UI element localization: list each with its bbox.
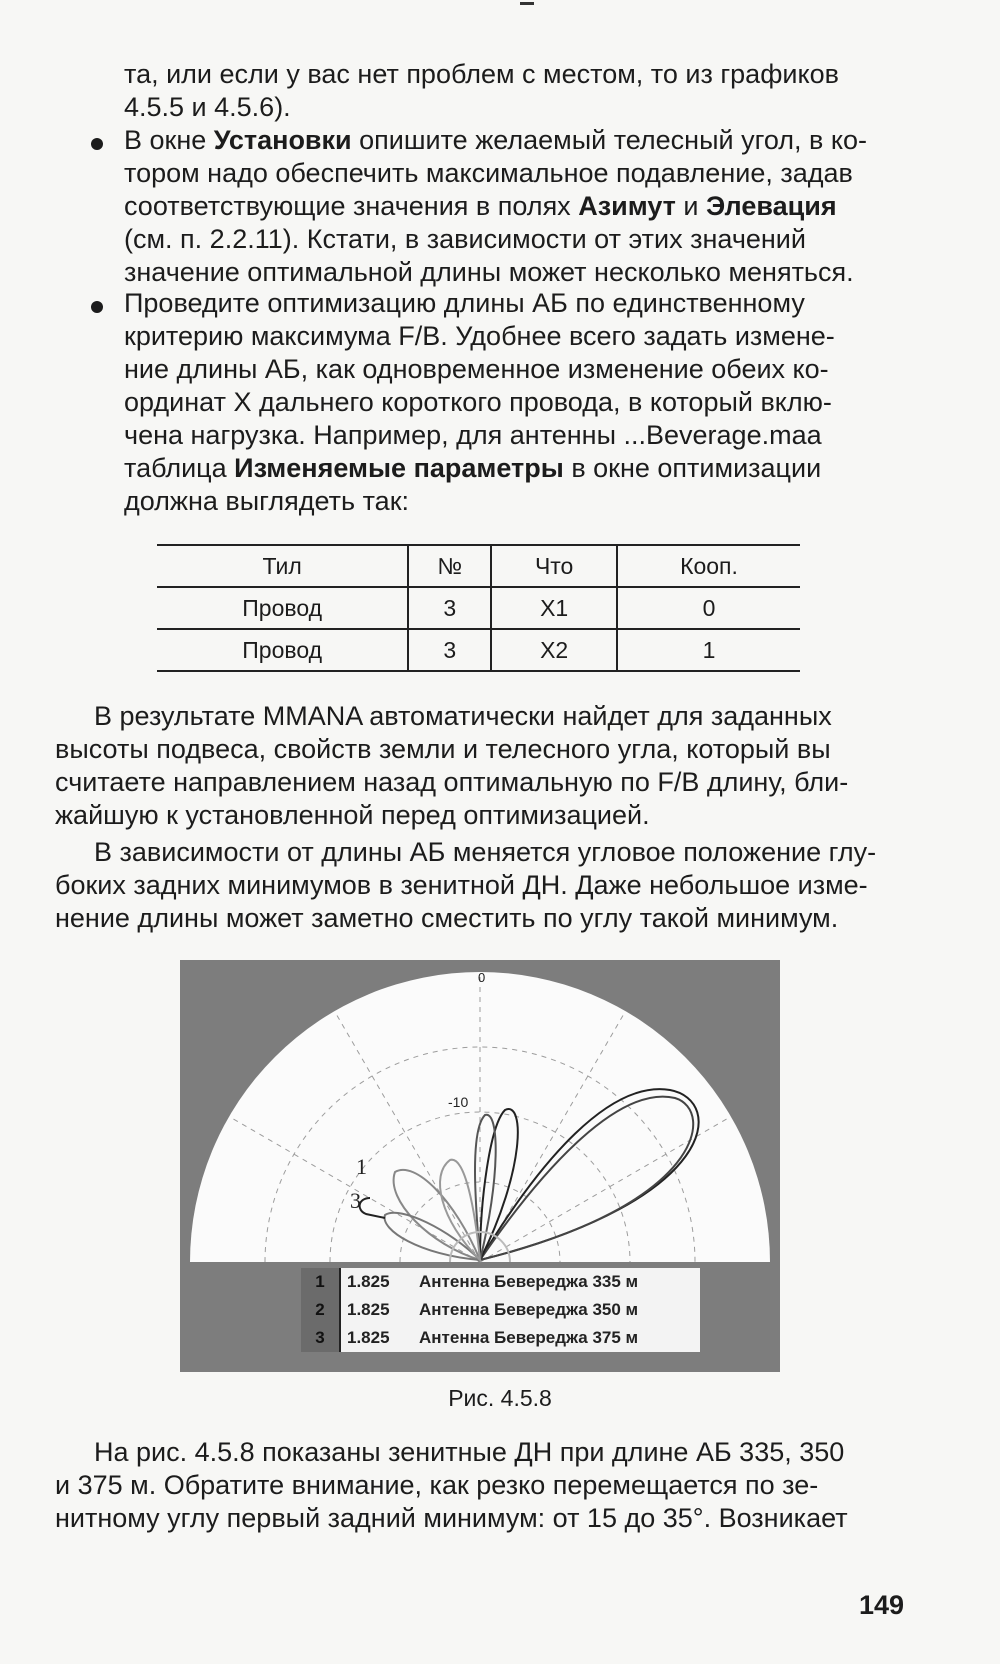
- page-number: 149: [858, 1590, 904, 1620]
- text-line: таблица Изменяемые параметры в окне оптимизации: [124, 453, 822, 483]
- legend-row: [301, 1324, 700, 1352]
- table-header-row: [157, 545, 800, 587]
- table-cell: 0: [617, 587, 800, 629]
- text-line: значение оптимальной длины может несколько меняться.: [124, 257, 854, 287]
- legend-name: Антенна Бевереджа 375 м: [413, 1324, 700, 1352]
- text-line: и 375 м. Обратите внимание, как резко перемещается по зе-: [55, 1470, 819, 1500]
- table-cell: Провод: [242, 636, 323, 663]
- column-header-type: Тил: [157, 545, 408, 587]
- text-line: На рис. 4.5.8 показаны зенитные ДН при длине АБ 335, 350: [94, 1437, 845, 1467]
- table-cell: Провод: [242, 594, 323, 621]
- bullet-paragraph-settings: [124, 124, 867, 289]
- top-paragraph: [124, 58, 852, 124]
- text-line: нение длины может заметно сместить по углу такой минимум.: [55, 903, 839, 933]
- bullet-icon: [91, 301, 103, 313]
- figure-caption: Рис. 4.5.8: [448, 1385, 552, 1411]
- text-line: соответствующие значения в полях Азимут и Элевация: [124, 191, 837, 221]
- text-line: ординат X дальнего короткого провода, в который вклю-: [124, 387, 832, 417]
- term-azimuth: Азимут: [578, 191, 676, 221]
- text-line: В результате MMANA автоматически найдет для заданных: [94, 701, 832, 731]
- figure-legend: [301, 1268, 700, 1352]
- text-line: тором надо обеспечить максимальное подавление, задав: [124, 158, 853, 188]
- table-cell: 3: [408, 587, 491, 629]
- zenith-label: 0: [478, 970, 486, 985]
- text-line: 4.5.5 и 4.5.6).: [124, 92, 291, 122]
- text-line: Проведите оптимизацию длины АБ по единственному: [124, 288, 805, 318]
- table-cell: 3: [408, 629, 491, 671]
- result-paragraph: [55, 700, 852, 832]
- table-cell: 1: [617, 629, 800, 671]
- table-row: [157, 629, 800, 671]
- zenith-pattern-figure: [180, 960, 780, 1372]
- text-line: боких задних минимумов в зенитной ДН. Даже небольшое изме-: [55, 870, 868, 900]
- text-line: та, или если у вас нет проблем с местом, то из графиков: [124, 59, 839, 89]
- legend-number: 2: [301, 1296, 340, 1324]
- text-line: считаете направлением назад оптимальную по F/B длину, бли-: [55, 767, 849, 797]
- term-settings: Установки: [213, 125, 352, 155]
- text-line: нитному углу первый задний минимум: от 15 до 35°. Возникает: [55, 1503, 848, 1533]
- table-cell: X2: [491, 629, 617, 671]
- column-header-number: №: [408, 545, 491, 587]
- legend-row: [301, 1296, 700, 1324]
- legend-value: 1.825: [340, 1296, 413, 1324]
- text-line: должна выглядеть так:: [124, 486, 410, 516]
- text-line: ние длины АБ, как одновременное изменение обеих ко-: [124, 354, 829, 384]
- term-variable-params: Изменяемые параметры: [234, 453, 564, 483]
- scan-mark: [520, 2, 534, 5]
- term-elevation: Элевация: [706, 191, 837, 221]
- bullet-paragraph-optimization: [124, 287, 852, 518]
- legend-number: 3: [301, 1324, 340, 1352]
- table-cell: X1: [491, 587, 617, 629]
- bottom-paragraph: [55, 1436, 852, 1535]
- dependence-paragraph: [55, 836, 877, 935]
- legend-name: Антенна Бевереджа 350 м: [413, 1296, 700, 1324]
- text-line: критерию максимума F/B. Удобнее всего задать измене-: [124, 321, 835, 351]
- legend-value: 1.825: [340, 1268, 413, 1296]
- text-line: высоты подвеса, свойств земли и телесного угла, который вы: [55, 734, 831, 764]
- text-line: В зависимости от длины АБ меняется угловое положение глу-: [94, 837, 877, 867]
- legend-row: [301, 1268, 700, 1296]
- table-row: [157, 587, 800, 629]
- ring-label: -10: [448, 1094, 469, 1110]
- column-header-what: Что: [491, 545, 617, 587]
- text-line: (см. п. 2.2.11). Кстати, в зависимости от этих значений: [124, 224, 806, 254]
- legend-value: 1.825: [340, 1324, 413, 1352]
- text-line: В окне Установки опишите желаемый телесный угол, в ко-: [124, 125, 867, 155]
- legend-number: 1: [301, 1268, 340, 1296]
- legend-name: Антенна Бевереджа 335 м: [413, 1268, 700, 1296]
- curve-label-3: 3: [350, 1188, 361, 1213]
- text-line: жайшую к установленной перед оптимизацией.: [55, 800, 650, 830]
- column-header-coef: Кооп.: [617, 545, 800, 587]
- curve-label-1: 1: [356, 1154, 367, 1179]
- text-line: чена нагрузка. Например, для антенны ...Beverage.maa: [124, 420, 822, 450]
- variable-parameters-table: [157, 544, 800, 672]
- bullet-icon: [91, 138, 103, 150]
